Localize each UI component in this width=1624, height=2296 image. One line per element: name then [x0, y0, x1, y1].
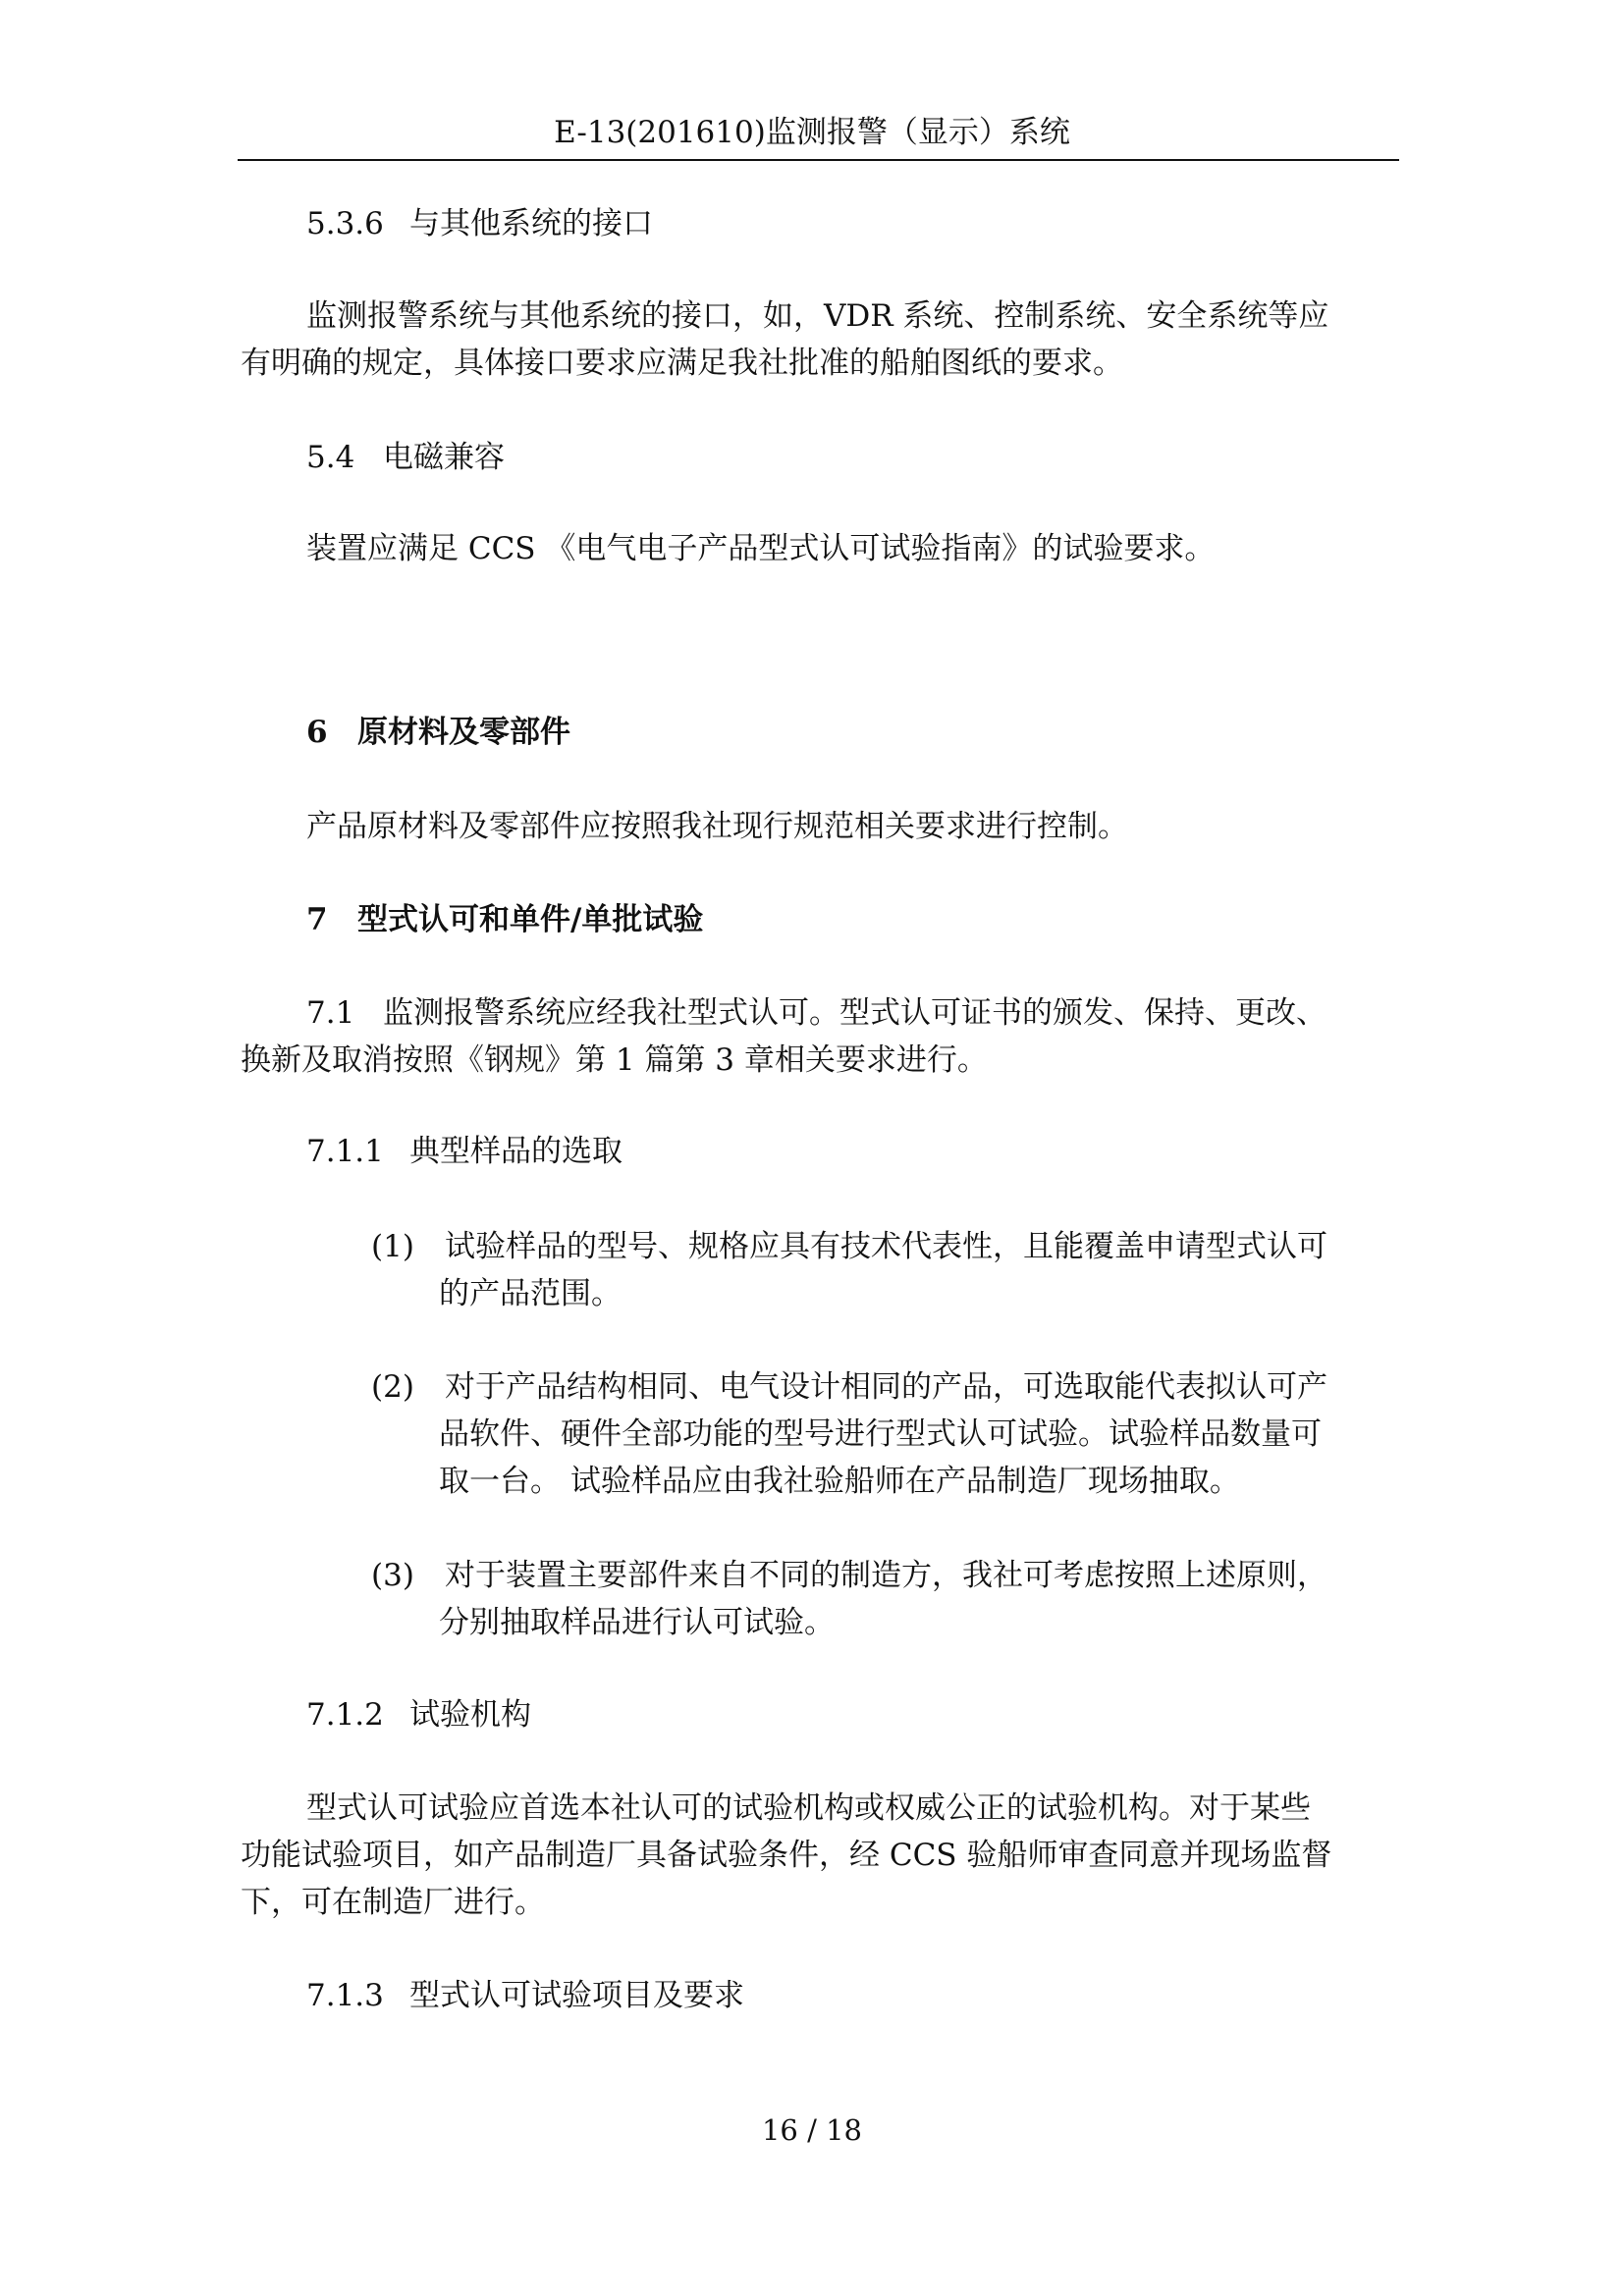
- list-text: 试验样品的型号、规格应具有技术代表性，且能覆盖申请型式认可: [445, 1229, 1327, 1264]
- page-header: E-13(201610)监测报警（显示）系统: [554, 115, 1070, 150]
- list-item-line: 取一台。 试验样品应由我社验船师在产品制造厂现场抽取。: [439, 1464, 1240, 1499]
- list-text: 对于装置主要部件来自不同的制造方，我社可考虑按照上述原则，: [445, 1558, 1327, 1593]
- paragraph-line: 下，可在制造厂进行。: [241, 1885, 545, 1920]
- section-title: 型式认可和单件/单批试验: [357, 902, 704, 937]
- section-number: 7.1: [306, 995, 355, 1031]
- section-number: 7.1.3: [306, 1978, 384, 2013]
- heading-6: [306, 713, 570, 752]
- section-title: 与其他系统的接口: [409, 206, 653, 241]
- paragraph-line: 有明确的规定，具体接口要求应满足我社批准的船舶图纸的要求。: [241, 346, 1123, 381]
- paragraph-line: 型式认可试验应首选本社认可的试验机构或权威公正的试验机构。对于某些: [306, 1790, 1311, 1826]
- paragraph-line: 监测报警系统与其他系统的接口，如，VDR 系统、控制系统、安全系统等应: [306, 298, 1329, 334]
- section-number: 7.1.1: [306, 1134, 384, 1169]
- section-title: 原材料及零部件: [357, 715, 570, 750]
- list-marker: (2): [371, 1369, 414, 1405]
- section-title: 型式认可试验项目及要求: [409, 1978, 744, 2013]
- section-number: 7: [306, 902, 328, 937]
- list-item-line: 分别抽取样品进行认可试验。: [439, 1605, 835, 1640]
- heading-7-1-1: [306, 1132, 623, 1171]
- section-number: 7.1.2: [306, 1697, 384, 1733]
- paragraph-text: 监测报警系统应经我社型式认可。型式认可证书的颁发、保持、更改、: [383, 995, 1326, 1031]
- heading-5-4: [306, 438, 505, 477]
- heading-7-1-3: [306, 1976, 744, 2015]
- heading-5-3-6: [306, 204, 653, 243]
- page-number: 16 / 18: [761, 2113, 862, 2147]
- list-item-line: [371, 1556, 1327, 1595]
- list-item-line: 的产品范围。: [439, 1276, 622, 1311]
- header-rule: [238, 159, 1399, 161]
- section-number: 6: [306, 715, 328, 750]
- paragraph-7-1-line1: [306, 993, 1326, 1033]
- paragraph-line: 换新及取消按照《钢规》第 1 篇第 3 章相关要求进行。: [241, 1042, 988, 1078]
- list-text: 对于产品结构相同、电气设计相同的产品，可选取能代表拟认可产: [445, 1369, 1327, 1405]
- section-number: 5.4: [306, 440, 355, 475]
- section-title: 典型样品的选取: [409, 1134, 623, 1169]
- list-item-line: [371, 1227, 1327, 1266]
- list-item-line: [371, 1367, 1327, 1407]
- paragraph-line: 装置应满足 CCS 《电气电子产品型式认可试验指南》的试验要求。: [306, 531, 1216, 566]
- heading-7: [306, 900, 703, 939]
- section-title: 试验机构: [409, 1697, 531, 1733]
- list-item-line: 品软件、硬件全部功能的型号进行型式认可试验。试验样品数量可: [439, 1416, 1322, 1452]
- paragraph-line: 功能试验项目，如产品制造厂具备试验条件，经 CCS 验船师审查同意并现场监督: [241, 1838, 1332, 1873]
- section-title: 电磁兼容: [383, 440, 505, 475]
- list-marker: (3): [371, 1558, 414, 1593]
- list-marker: (1): [371, 1229, 414, 1264]
- section-number: 5.3.6: [306, 206, 384, 241]
- heading-7-1-2: [306, 1695, 531, 1735]
- paragraph-line: 产品原材料及零部件应按照我社现行规范相关要求进行控制。: [306, 809, 1128, 844]
